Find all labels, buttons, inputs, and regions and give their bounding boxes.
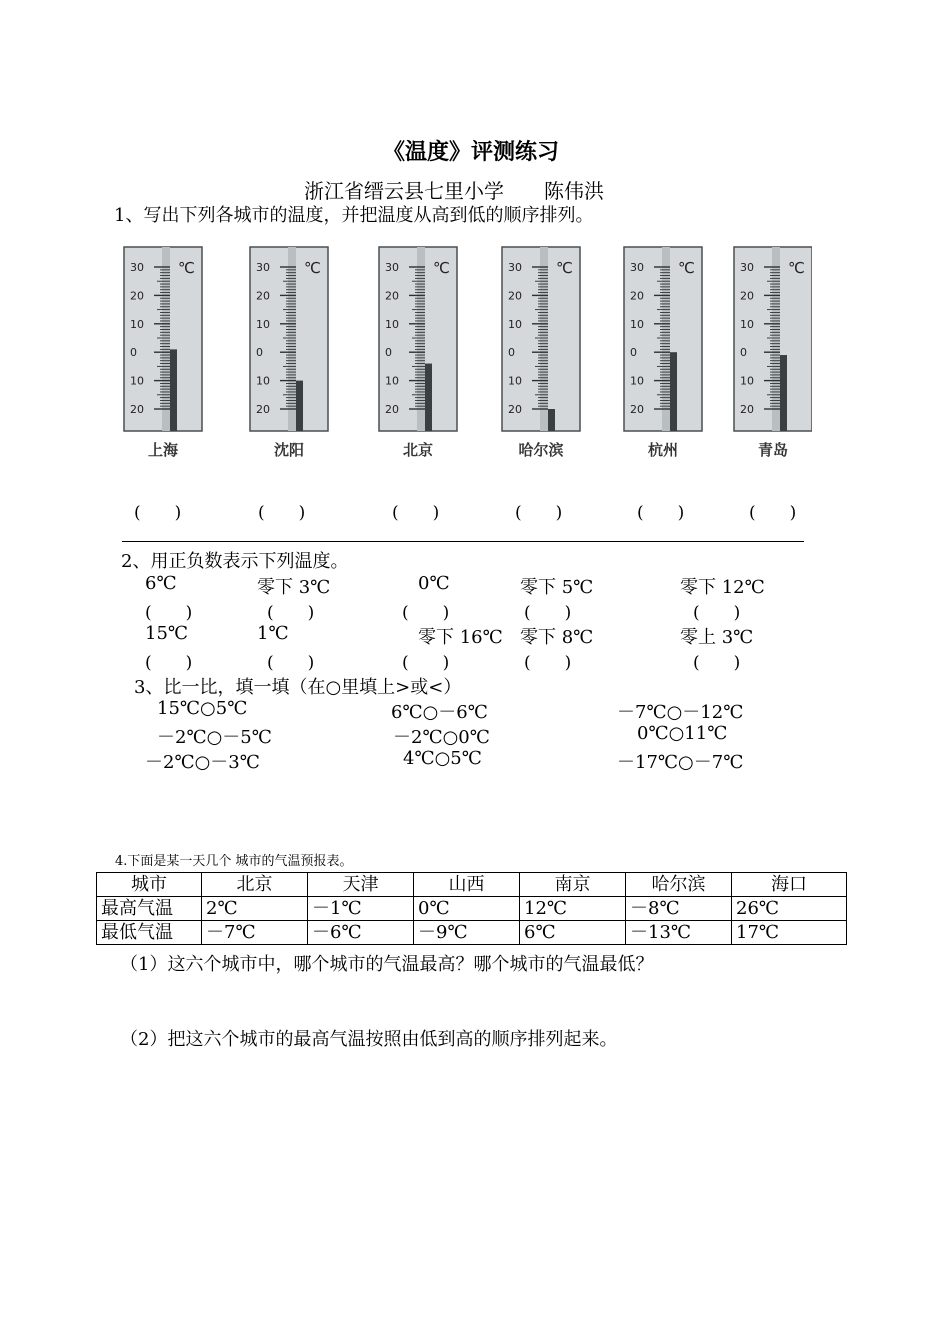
city-label: 上海 (147, 441, 179, 459)
answer-blank[interactable]: ( ) (402, 603, 450, 623)
table-cell: 最低气温 (97, 921, 202, 945)
thermometer-illustration (122, 243, 812, 461)
scale-label: 10 (740, 374, 754, 388)
mercury-column (548, 409, 555, 431)
answer-blank[interactable]: ( ) (693, 653, 741, 673)
q2-prompt: 2、用正负数表示下列温度。 (121, 551, 349, 572)
answer-blank[interactable]: ( ) (145, 653, 193, 673)
table-cell: 2℃ (202, 897, 308, 921)
answer-blank[interactable]: ( ) (267, 603, 315, 623)
mercury-column (670, 352, 677, 431)
comparison-item[interactable]: －2℃○－3℃ (145, 752, 260, 773)
table-cell: －6℃ (308, 921, 414, 945)
q4-sub1: （1）这六个城市中，哪个城市的气温最高？哪个城市的气温最低？ (120, 954, 654, 975)
scale-label: 10 (508, 317, 522, 331)
temperature-item: 零下 16℃ (418, 627, 503, 648)
unit-label: ℃ (678, 259, 695, 277)
q3-prompt: 3、比一比，填一填（在○里填上>或<） (134, 677, 462, 698)
comparison-item[interactable]: －17℃○－7℃ (617, 752, 744, 773)
scale-label: 10 (630, 374, 644, 388)
answer-blank[interactable]: ( ) (637, 503, 685, 523)
table-header-cell: 天津 (308, 873, 414, 897)
mercury-column (170, 349, 177, 431)
answer-blank[interactable]: ( ) (524, 653, 572, 673)
comparison-item[interactable]: 6℃○－6℃ (391, 702, 488, 723)
scale-label: 20 (256, 289, 270, 303)
table-cell: 6℃ (520, 921, 626, 945)
table-cell: －13℃ (626, 921, 732, 945)
comparison-item[interactable]: －7℃○－12℃ (617, 702, 744, 723)
scale-label: 20 (630, 403, 644, 416)
temperature-item: 零下 12℃ (680, 577, 765, 598)
scale-label: 30 (130, 261, 144, 274)
scale-label: 20 (740, 289, 754, 303)
scale-label: 10 (385, 317, 399, 331)
scale-label: 0 (130, 346, 137, 360)
scale-label: 0 (740, 346, 747, 360)
comparison-item[interactable]: 4℃○5℃ (403, 748, 482, 769)
answer-blank[interactable]: ( ) (134, 503, 182, 523)
table-header-cell: 城市 (97, 873, 202, 897)
table-cell: －8℃ (626, 897, 732, 921)
scale-label: 30 (385, 261, 399, 274)
temperature-item: 6℃ (145, 573, 177, 594)
city-label: 北京 (402, 441, 434, 459)
thermometer (379, 247, 457, 459)
scale-label: 30 (740, 261, 754, 274)
temperature-item: 0℃ (418, 573, 450, 594)
scale-label: 20 (630, 289, 644, 303)
scale-label: 0 (630, 346, 637, 360)
scale-label: 10 (385, 374, 399, 388)
table-header-cell: 南京 (520, 873, 626, 897)
temperature-item: 零下 8℃ (520, 627, 594, 648)
scale-label: 20 (256, 403, 270, 416)
scale-label: 20 (508, 289, 522, 303)
author-line: 浙江省缙云县七里小学 陈伟洪 (304, 179, 604, 203)
city-label: 青岛 (757, 441, 789, 459)
mercury-column (780, 355, 787, 431)
q4-prompt: 4.下面是某一天几个 城市的气温预报表。 (115, 854, 353, 869)
table-cell: 最高气温 (97, 897, 202, 921)
table-cell: 26℃ (732, 897, 847, 921)
table-cell: 0℃ (414, 897, 520, 921)
scale-label: 0 (508, 346, 515, 360)
scale-label: 10 (740, 317, 754, 331)
table-header-cell: 海口 (732, 873, 847, 897)
city-label: 哈尔滨 (518, 441, 564, 459)
scale-label: 0 (256, 346, 263, 360)
table-header-cell: 哈尔滨 (626, 873, 732, 897)
temperature-item: 1℃ (257, 623, 289, 644)
table-cell: 17℃ (732, 921, 847, 945)
answer-blank[interactable]: ( ) (145, 603, 193, 623)
temperature-item: 零上 3℃ (680, 627, 754, 648)
answer-blank[interactable]: ( ) (392, 503, 440, 523)
city-label: 沈阳 (273, 441, 305, 459)
mercury-column (296, 381, 303, 431)
answer-blank[interactable]: ( ) (402, 653, 450, 673)
scale-label: 10 (508, 374, 522, 388)
scale-label: 30 (630, 261, 644, 274)
answer-blank[interactable]: ( ) (515, 503, 563, 523)
scale-label: 20 (130, 403, 144, 416)
comparison-item[interactable]: 0℃○11℃ (637, 723, 728, 744)
temperature-item: 零下 3℃ (257, 577, 331, 598)
answer-blank[interactable]: ( ) (267, 653, 315, 673)
temperature-item: 零下 5℃ (520, 577, 594, 598)
scale-label: 10 (630, 317, 644, 331)
temperature-item: 15℃ (145, 623, 189, 644)
scale-label: 10 (256, 374, 270, 388)
scale-label: 10 (130, 374, 144, 388)
q1-prompt: 1、写出下列各城市的温度，并把温度从高到低的顺序排列。 (114, 205, 594, 226)
thermometer (624, 247, 702, 459)
table-header-cell: 北京 (202, 873, 308, 897)
scale-label: 20 (385, 403, 399, 416)
table-row (97, 897, 847, 921)
thermometer (250, 247, 328, 459)
city-label: 杭州 (647, 441, 679, 459)
unit-label: ℃ (556, 259, 573, 277)
answer-blank[interactable]: ( ) (524, 603, 572, 623)
scale-label: 20 (508, 403, 522, 416)
scale-label: 10 (130, 317, 144, 331)
thermometer (734, 247, 812, 459)
forecast-table (96, 872, 847, 945)
unit-label: ℃ (788, 259, 805, 277)
scale-label: 0 (385, 346, 392, 360)
q4-sub2: （2）把这六个城市的最高气温按照由低到高的顺序排列起来。 (120, 1029, 618, 1050)
scale-label: 30 (508, 261, 522, 274)
table-header-row (97, 873, 847, 897)
answer-blank[interactable]: ( ) (693, 603, 741, 623)
table-cell: －9℃ (414, 921, 520, 945)
answer-blank[interactable]: ( ) (749, 503, 797, 523)
unit-label: ℃ (433, 259, 450, 277)
answer-blank[interactable]: ( ) (258, 503, 306, 523)
mercury-column (425, 364, 432, 431)
thermometer (502, 247, 580, 459)
comparison-item[interactable]: －2℃○0℃ (393, 727, 490, 748)
thermometer (124, 247, 202, 459)
table-cell: －7℃ (202, 921, 308, 945)
scale-label: 20 (385, 289, 399, 303)
table-cell: 12℃ (520, 897, 626, 921)
scale-label: 20 (130, 289, 144, 303)
unit-label: ℃ (304, 259, 321, 277)
comparison-item[interactable]: －2℃○－5℃ (157, 727, 272, 748)
table-header-cell: 山西 (414, 873, 520, 897)
comparison-item[interactable]: 15℃○5℃ (157, 698, 248, 719)
scale-label: 10 (256, 317, 270, 331)
thermometer-figure (122, 243, 812, 461)
scale-label: 20 (740, 403, 754, 416)
divider (122, 541, 804, 542)
table-cell: －1℃ (308, 897, 414, 921)
table-row (97, 921, 847, 945)
scale-label: 30 (256, 261, 270, 274)
page-title: 《温度》评测练习 (383, 139, 560, 165)
unit-label: ℃ (178, 259, 195, 277)
